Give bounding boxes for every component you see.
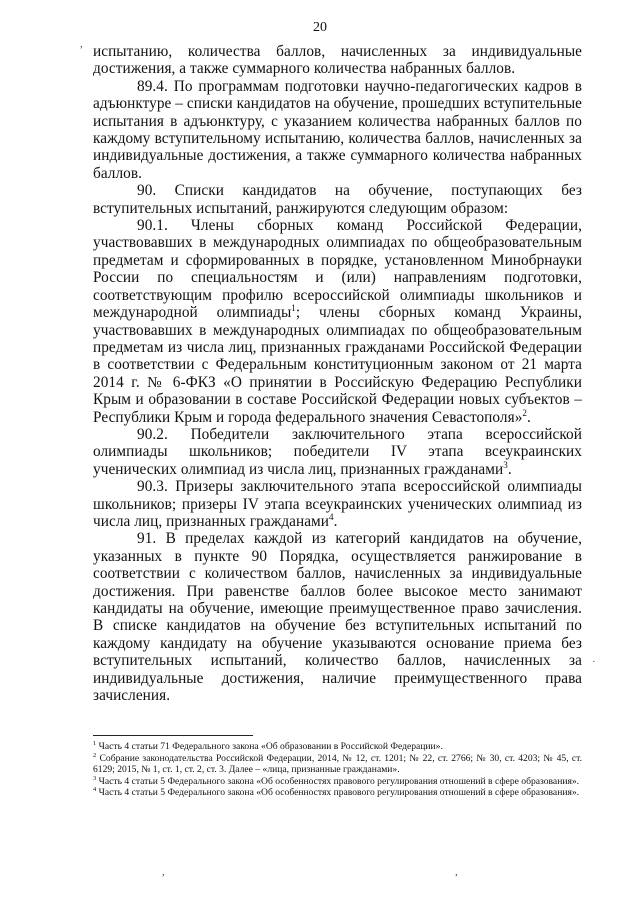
scan-mark: · xyxy=(592,656,596,668)
paragraph-text: 90.1. Члены сборных команд Российской Федерации, участвовавших в международных олимпиадах по общеобразовательным предметам и сформированных в порядке, установленном Минобрнауки России по специальностям и (или) направлениям подготовки, соответствующим профилю всероссийской олимпиады школьников и международной олимпиады xyxy=(93,217,582,322)
footnote xyxy=(93,741,582,753)
paragraph-90-2 xyxy=(93,426,582,478)
scan-mark: , xyxy=(162,866,165,878)
footnote-number: 2 xyxy=(93,751,97,759)
footnote-number: 1 xyxy=(93,739,97,747)
paragraph-91: 91. В пределах каждой из категорий кандидатов на обучение, указанных в пункте 90 Порядка, осуществляется ранжирование в соответствии с количеством баллов, начисленных за индивидуальные достижения. При равенстве баллов более высокое место занимают кандидаты на обучение, имеющие преимущественное право зачисления. В списке кандидатов на обучение без вступительных испытаний по каждому кандидату на обучение указываются основание приема без вступительных испытаний, количество баллов, начисленных за индивидуальные достижения, наличие преимущественного права зачисления. xyxy=(93,530,582,705)
footnotes xyxy=(93,741,582,799)
paragraph-text: 90.3. Призеры заключительного этапа всероссийской олимпиады школьников; призеры IV этапа всеукраинских ученических олимпиад из числа лиц, признанных гражданами xyxy=(93,478,582,530)
footnote-ref: 1 xyxy=(291,303,296,313)
footnote-text: Часть 4 статьи 71 Федерального закона «Об образовании в Российской Федерации». xyxy=(98,741,443,752)
footnote-number: 4 xyxy=(93,786,97,794)
paragraph-90: 90. Списки кандидатов на обучение, поступающих без вступительных испытаний, ранжируются следующим образом: xyxy=(93,182,582,217)
scan-mark: , xyxy=(455,866,458,878)
footnote-text: Собрание законодательства Российской Федерации, 2014, № 12, ст. 1201; № 22, ст. 2766; № 30, ст. 4203; № 45, ст. 6129; 2015, № 1, ст. 1, ст. 2, ст. 3. Далее – «лица, признанные гражданами». xyxy=(93,752,582,776)
paragraph: испытанию, количества баллов, начисленных за индивидуальные достижения, а также суммарного количества набранных баллов. xyxy=(93,43,582,78)
paragraph-text: . xyxy=(507,460,512,478)
footnote-ref: 4 xyxy=(329,511,334,522)
footnote xyxy=(93,753,582,776)
footnote xyxy=(93,776,582,788)
paragraph-90-1 xyxy=(93,217,582,426)
paragraph-89-4: 89.4. По программам подготовки научно-педагогических кадров в адъюнктуре – списки кандидатов на обучение, прошедших вступительные испытания в адъюнктуру, с указанием количества набранных баллов по каждому вступительному испытанию, количества баллов, начисленных за индивидуальные достижения, а также суммарного количества набранных баллов. xyxy=(93,77,582,182)
footnote-separator xyxy=(93,735,253,736)
footnote-text: Часть 4 статьи 5 Федерального закона «Об особенностях правового регулирования отношений в сфере образования». xyxy=(98,787,580,799)
scan-mark: , xyxy=(80,38,83,50)
footnote-text: Часть 4 статьи 5 Федерального закона «Об особенностях правового регулирования отношений в сфере образования». xyxy=(98,775,580,787)
footnote-ref: 2 xyxy=(522,407,527,418)
paragraph-text: . xyxy=(526,408,531,426)
paragraph-text: ; члены сборных команд Украины, участвовавших в международных олимпиадах по общеобразовательным предметам из числа лиц, признанных гражданами Российской Федерации в соответствии с Федеральным конституционным законом от 21 марта 2014 г. № 6-ФКЗ «О принятии в Российскую Федерацию Республики Крым и образовании в составе Российской Федерации новых субъектов – Республики Крым и города федерального значения Севастополя» xyxy=(93,304,582,426)
footnote xyxy=(93,787,582,799)
page-number: 20 xyxy=(313,20,327,35)
paragraph-text: 90.2. Победители заключительного этапа всероссийской олимпиады школьников; победители IV этапа всеукраинских ученических олимпиад из числа лиц, признанных гражданами xyxy=(93,425,582,478)
paragraph-90-3 xyxy=(93,478,582,530)
footnote-ref: 3 xyxy=(503,459,508,470)
footnote-number: 3 xyxy=(93,774,97,782)
paragraph-text: . xyxy=(333,512,338,530)
document-body xyxy=(93,43,582,704)
